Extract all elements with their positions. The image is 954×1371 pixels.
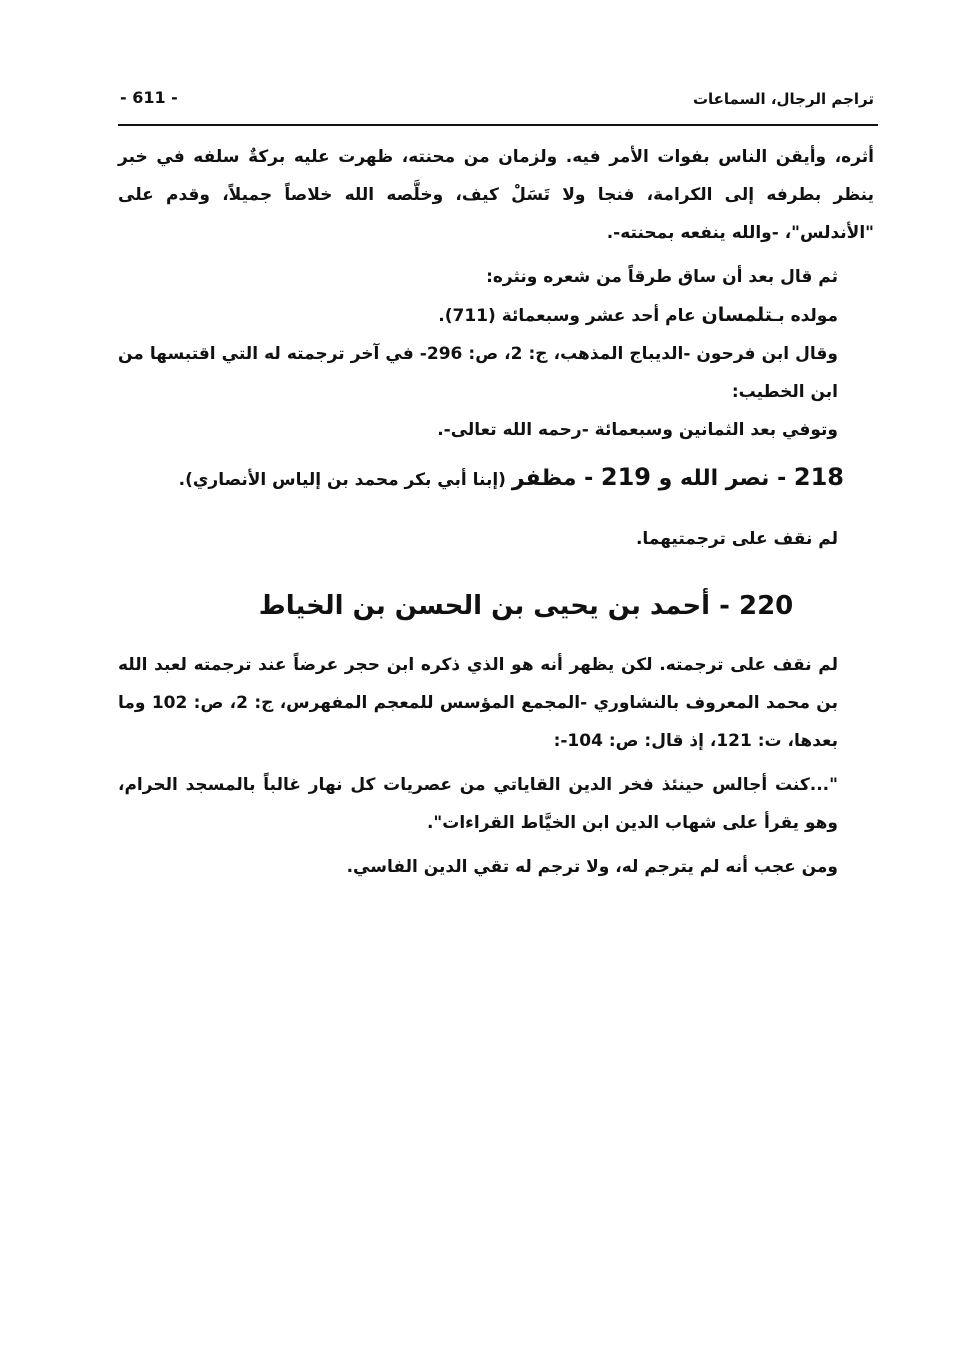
entry-name-muzaffar: مظفر: [511, 466, 577, 491]
entry-name-nasrallah: نصر الله: [680, 466, 770, 491]
paragraph-closing: ومن عجب أنه لم يترجم له، ولا ترجم له تقي الدين الفاسي.: [346, 857, 838, 877]
document-body: [118, 138, 874, 886]
paragraph-quote-intro: ثم قال بعد أن ساق طرقاً من شعره ونثره:: [486, 267, 838, 287]
paragraph-death: وتوفي بعد الثمانين وسبعمائة -رحمه الله تعالى-.: [437, 420, 838, 440]
entry-number-219: 219: [600, 463, 652, 491]
page-number: - 611 -: [120, 88, 178, 107]
section-220-title: [118, 580, 874, 632]
entry-dash: -: [769, 466, 794, 491]
birth-prefix: مولده بـ: [772, 306, 838, 326]
birth-place: تلمسان: [701, 304, 773, 326]
paragraph-birth: [118, 296, 874, 335]
entry-number-218: 218: [793, 463, 844, 491]
header-rule: [118, 124, 878, 126]
entry-218-219-heading: [118, 455, 874, 502]
paragraph-ibn-farhun: وقال ابن فرحون -الديباج المذهب، ج: 2، ص: 296- في آخر ترجمته له التي اقتبسها من ابن الخطيب:: [118, 344, 838, 402]
entry-conjunction: و: [651, 466, 681, 491]
section-number-220: 220: [739, 591, 794, 621]
entry-dash: -: [576, 466, 601, 491]
section-name: أحمد بن يحيى بن الحسن بن الخياط: [258, 591, 711, 621]
paragraph-continuation: أثره، وأيقن الناس بفوات الأمر فيه. ولزمان من محنته، ظهرت عليه بركةٌ سلفه في خبر ينظر بطرفه إلى الكرامة، فنجا ولا تَسَلْ كيف، وخلَّصه الله خلاصاً جميلاً، وقدم على "الأندلس"، -والله ينفعه بمحنته-.: [118, 147, 874, 243]
birth-suffix: عام أحد عشر وسبعمائة (711).: [438, 306, 702, 326]
section-dash: -: [710, 591, 739, 621]
paragraph-quotation: "...كنت أجالس حينئذ فخر الدين القاياتي من عصريات كل نهار غالباً بالمسجد الحرام، وهو يقرأ على شهاب الدين ابن الخيَّاط القراءات".: [118, 775, 838, 833]
running-header-title: تراجم الرجال، السماعات: [692, 90, 874, 108]
entry-parenthetical: (إبنا أبي بكر محمد بن إلياس الأنصاري).: [178, 470, 512, 490]
paragraph-ibn-hajar: لم نقف على ترجمته. لكن يظهر أنه هو الذي ذكره ابن حجر عرضاً عند ترجمته لعبد الله بن محمد المعروف بالنشاوري -المجمع المؤسس للمعجم المفهرس، ج: 2، ص: 102 وما بعدها، ت: 121، إذ قال: ص: 104-:: [118, 655, 838, 751]
paragraph-no-bio-218: لم نقف على ترجمتيهما.: [635, 529, 838, 549]
